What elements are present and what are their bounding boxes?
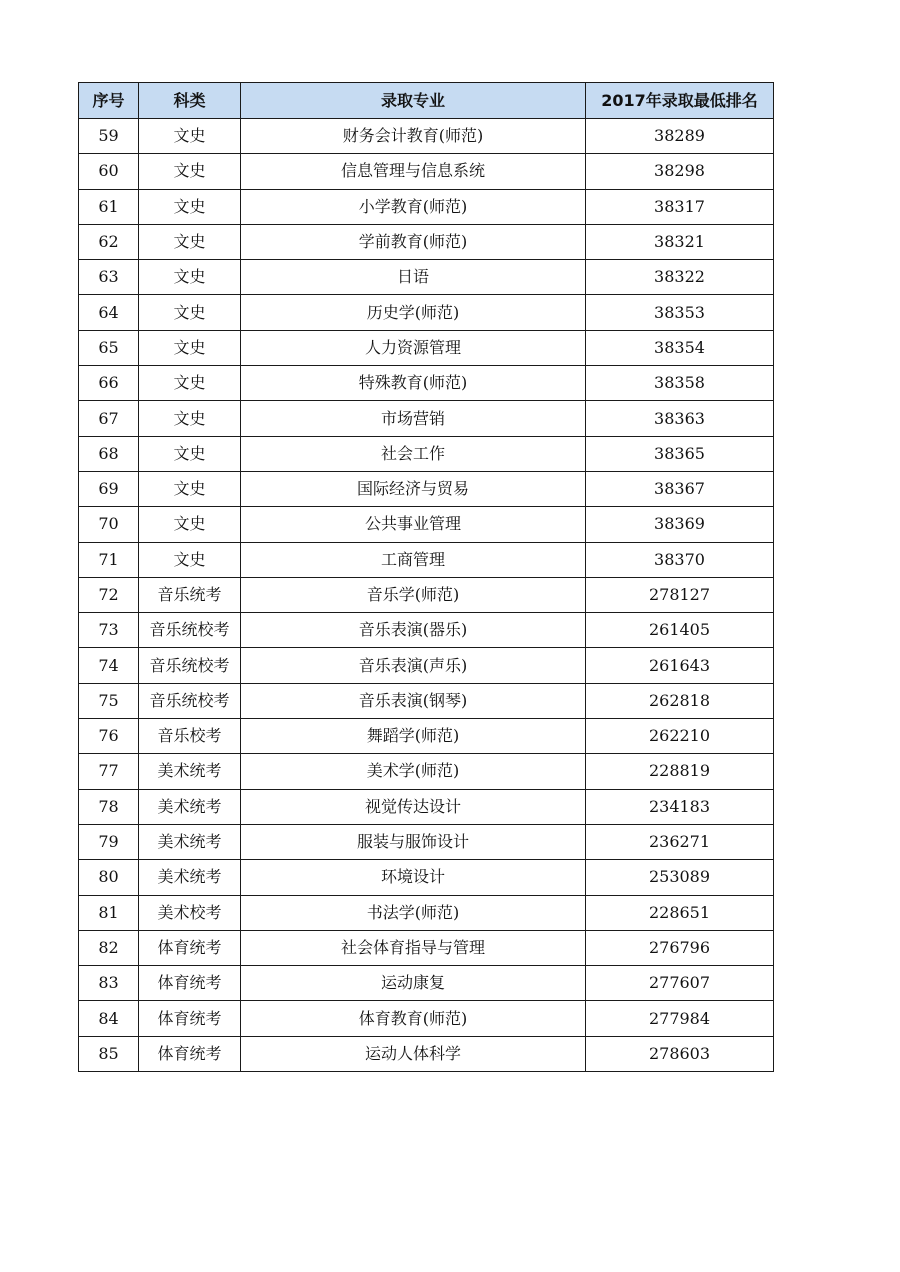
cell-major: 国际经济与贸易 — [241, 471, 586, 506]
cell-serial-number: 75 — [79, 683, 139, 718]
table-row — [79, 824, 774, 859]
cell-major: 社会体育指导与管理 — [241, 930, 586, 965]
cell-serial-number: 84 — [79, 1001, 139, 1036]
cell-min-rank: 38321 — [586, 224, 774, 259]
cell-min-rank: 38369 — [586, 507, 774, 542]
cell-major: 社会工作 — [241, 436, 586, 471]
cell-serial-number: 61 — [79, 189, 139, 224]
cell-category: 美术统考 — [139, 824, 241, 859]
table-row — [79, 189, 774, 224]
cell-category: 文史 — [139, 189, 241, 224]
cell-min-rank: 262210 — [586, 719, 774, 754]
cell-major: 运动康复 — [241, 966, 586, 1001]
table-row — [79, 754, 774, 789]
cell-major: 音乐表演(器乐) — [241, 613, 586, 648]
header-serial-number: 序号 — [79, 83, 139, 119]
table-row — [79, 154, 774, 189]
cell-min-rank: 38367 — [586, 471, 774, 506]
cell-min-rank: 261643 — [586, 648, 774, 683]
cell-major: 学前教育(师范) — [241, 224, 586, 259]
cell-category: 美术统考 — [139, 860, 241, 895]
table-row — [79, 330, 774, 365]
cell-major: 财务会计教育(师范) — [241, 119, 586, 154]
cell-min-rank: 38370 — [586, 542, 774, 577]
table-row — [79, 542, 774, 577]
cell-category: 体育统考 — [139, 1001, 241, 1036]
table-body — [79, 119, 774, 1072]
cell-min-rank: 236271 — [586, 824, 774, 859]
table-row — [79, 966, 774, 1001]
table-row — [79, 436, 774, 471]
cell-min-rank: 38322 — [586, 260, 774, 295]
cell-category: 体育统考 — [139, 1036, 241, 1071]
table-row — [79, 260, 774, 295]
cell-major: 工商管理 — [241, 542, 586, 577]
table-row — [79, 1036, 774, 1071]
header-min-rank: 2017年录取最低排名 — [586, 83, 774, 119]
cell-serial-number: 70 — [79, 507, 139, 542]
cell-serial-number: 59 — [79, 119, 139, 154]
cell-category: 文史 — [139, 401, 241, 436]
cell-major: 服装与服饰设计 — [241, 824, 586, 859]
cell-serial-number: 72 — [79, 577, 139, 612]
cell-serial-number: 79 — [79, 824, 139, 859]
cell-category: 体育统考 — [139, 930, 241, 965]
cell-major: 小学教育(师范) — [241, 189, 586, 224]
cell-serial-number: 73 — [79, 613, 139, 648]
table-row — [79, 507, 774, 542]
cell-serial-number: 67 — [79, 401, 139, 436]
cell-serial-number: 82 — [79, 930, 139, 965]
cell-category: 文史 — [139, 295, 241, 330]
cell-serial-number: 77 — [79, 754, 139, 789]
table-row — [79, 471, 774, 506]
cell-min-rank: 278127 — [586, 577, 774, 612]
cell-major: 市场营销 — [241, 401, 586, 436]
cell-min-rank: 262818 — [586, 683, 774, 718]
table-row — [79, 648, 774, 683]
cell-serial-number: 85 — [79, 1036, 139, 1071]
cell-min-rank: 277984 — [586, 1001, 774, 1036]
cell-category: 文史 — [139, 471, 241, 506]
cell-major: 视觉传达设计 — [241, 789, 586, 824]
table-row — [79, 719, 774, 754]
cell-major: 环境设计 — [241, 860, 586, 895]
cell-category: 文史 — [139, 542, 241, 577]
cell-category: 音乐校考 — [139, 719, 241, 754]
cell-serial-number: 60 — [79, 154, 139, 189]
cell-category: 文史 — [139, 154, 241, 189]
cell-serial-number: 80 — [79, 860, 139, 895]
cell-serial-number: 64 — [79, 295, 139, 330]
cell-min-rank: 277607 — [586, 966, 774, 1001]
cell-major: 运动人体科学 — [241, 1036, 586, 1071]
cell-serial-number: 68 — [79, 436, 139, 471]
cell-serial-number: 76 — [79, 719, 139, 754]
cell-major: 历史学(师范) — [241, 295, 586, 330]
admission-rank-table — [78, 82, 774, 1072]
cell-category: 文史 — [139, 260, 241, 295]
table-row — [79, 683, 774, 718]
cell-min-rank: 234183 — [586, 789, 774, 824]
table-row — [79, 295, 774, 330]
cell-min-rank: 38354 — [586, 330, 774, 365]
cell-serial-number: 83 — [79, 966, 139, 1001]
cell-min-rank: 38365 — [586, 436, 774, 471]
table-row — [79, 401, 774, 436]
cell-min-rank: 228651 — [586, 895, 774, 930]
cell-min-rank: 38289 — [586, 119, 774, 154]
cell-serial-number: 66 — [79, 366, 139, 401]
cell-category: 音乐统考 — [139, 577, 241, 612]
cell-category: 文史 — [139, 436, 241, 471]
cell-category: 美术统考 — [139, 754, 241, 789]
table-header — [79, 83, 774, 119]
cell-serial-number: 78 — [79, 789, 139, 824]
table-row — [79, 930, 774, 965]
cell-min-rank: 261405 — [586, 613, 774, 648]
cell-major: 公共事业管理 — [241, 507, 586, 542]
cell-major: 书法学(师范) — [241, 895, 586, 930]
header-category: 科类 — [139, 83, 241, 119]
cell-category: 文史 — [139, 507, 241, 542]
cell-category: 文史 — [139, 119, 241, 154]
table-row — [79, 224, 774, 259]
table-row — [79, 789, 774, 824]
cell-min-rank: 38358 — [586, 366, 774, 401]
cell-min-rank: 38298 — [586, 154, 774, 189]
cell-major: 美术学(师范) — [241, 754, 586, 789]
cell-major: 信息管理与信息系统 — [241, 154, 586, 189]
cell-serial-number: 62 — [79, 224, 139, 259]
cell-major: 音乐表演(钢琴) — [241, 683, 586, 718]
cell-serial-number: 74 — [79, 648, 139, 683]
table-row — [79, 860, 774, 895]
cell-major: 日语 — [241, 260, 586, 295]
cell-serial-number: 81 — [79, 895, 139, 930]
cell-serial-number: 63 — [79, 260, 139, 295]
cell-min-rank: 276796 — [586, 930, 774, 965]
table-row — [79, 577, 774, 612]
cell-major: 特殊教育(师范) — [241, 366, 586, 401]
cell-category: 音乐统校考 — [139, 683, 241, 718]
cell-major: 人力资源管理 — [241, 330, 586, 365]
cell-major: 舞蹈学(师范) — [241, 719, 586, 754]
cell-serial-number: 69 — [79, 471, 139, 506]
cell-serial-number: 65 — [79, 330, 139, 365]
cell-min-rank: 253089 — [586, 860, 774, 895]
table-row — [79, 1001, 774, 1036]
table-row — [79, 895, 774, 930]
cell-category: 文史 — [139, 224, 241, 259]
table-row — [79, 119, 774, 154]
cell-serial-number: 71 — [79, 542, 139, 577]
cell-min-rank: 228819 — [586, 754, 774, 789]
header-row — [79, 83, 774, 119]
cell-major: 音乐表演(声乐) — [241, 648, 586, 683]
cell-min-rank: 38363 — [586, 401, 774, 436]
cell-category: 音乐统校考 — [139, 613, 241, 648]
cell-category: 美术校考 — [139, 895, 241, 930]
cell-min-rank: 38353 — [586, 295, 774, 330]
cell-category: 美术统考 — [139, 789, 241, 824]
table-row — [79, 613, 774, 648]
cell-min-rank: 278603 — [586, 1036, 774, 1071]
cell-category: 文史 — [139, 366, 241, 401]
cell-major: 体育教育(师范) — [241, 1001, 586, 1036]
header-major: 录取专业 — [241, 83, 586, 119]
table-row — [79, 366, 774, 401]
cell-min-rank: 38317 — [586, 189, 774, 224]
cell-category: 体育统考 — [139, 966, 241, 1001]
cell-category: 音乐统校考 — [139, 648, 241, 683]
cell-category: 文史 — [139, 330, 241, 365]
cell-major: 音乐学(师范) — [241, 577, 586, 612]
